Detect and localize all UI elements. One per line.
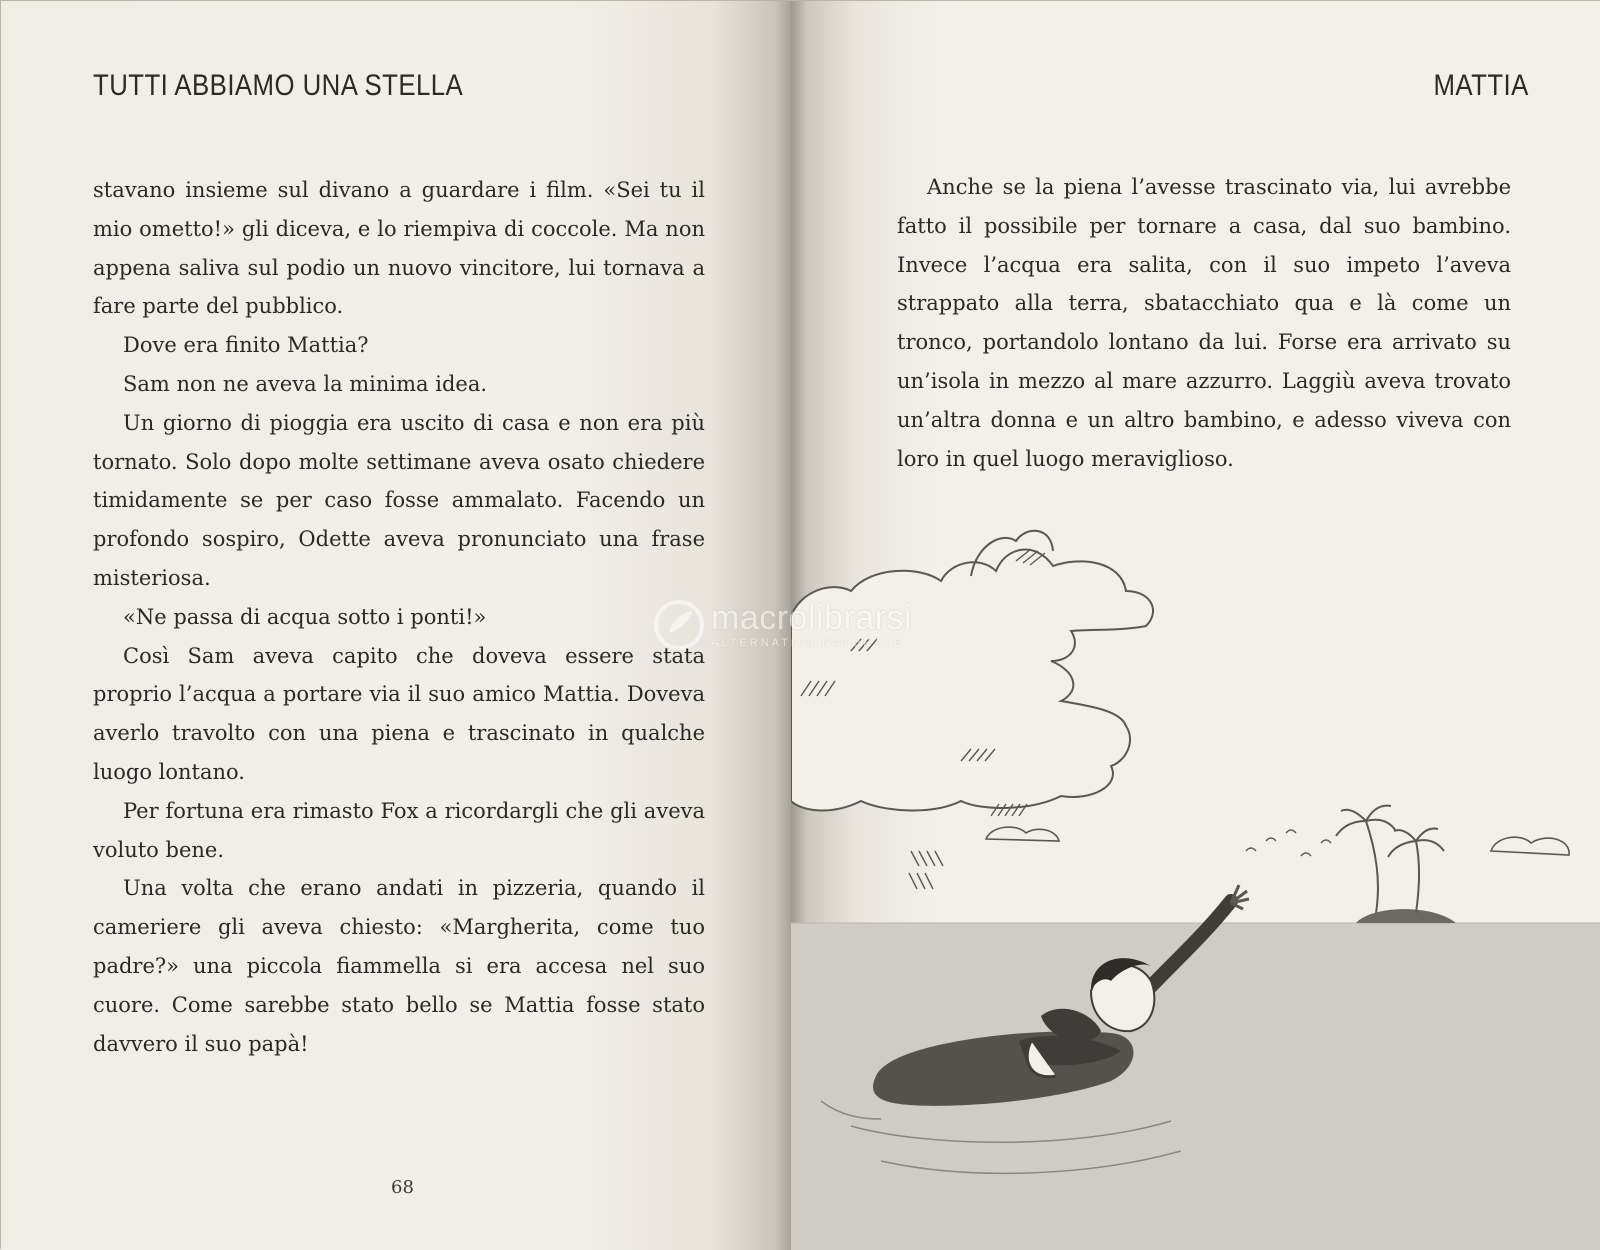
paragraph: «Ne passa di acqua sotto i ponti!» [123, 604, 487, 629]
cloud-shape [986, 827, 1059, 841]
island-shape [1356, 909, 1456, 923]
watermark [653, 599, 912, 651]
paragraph: Così Sam aveva capito che doveva essere stata proprio l’acqua a portare via il suo amico Mattia. Doveva averlo travolto con una piena e trascinato in qualche luogo lontano. [93, 643, 705, 784]
palm-tree-icon [1336, 806, 1444, 913]
paragraph: stavano insieme sul divano a guardare i film. «Sei tu il mio ometto!» gli diceva, e lo riempiva di coccole. Ma non appena saliva sul podio un nuovo vincitore, lui tornava a fare parte del pubblico. [93, 178, 705, 319]
left-page-text [93, 171, 705, 1063]
cloud-shape [1491, 837, 1569, 855]
watermark-logo-icon [653, 599, 705, 651]
birds-icon [1246, 830, 1331, 856]
paragraph: Dove era finito Mattia? [123, 333, 369, 358]
page-number: 68 [391, 1177, 414, 1198]
watermark-tagline: ALTERNATIVA NATURALE [711, 637, 905, 649]
boy-on-log-illustration [791, 521, 1600, 1250]
paragraph: Un giorno di pioggia era uscito di casa e non era più tornato. Solo dopo molte settimane aveva osato chiedere timidamente se per caso fosse ammalato. Facendo un profondo sospiro, Odette aveva pronunciato una frase misteriosa. [93, 410, 705, 590]
running-head-right: MATTIA [1433, 69, 1529, 102]
paragraph: Una volta che erano andati in pizzeria, quando il cameriere gli aveva chiesto: «Margherita, come tuo padre?» una piccola fiammella si era accesa nel suo cuore. Come sarebbe stato bello se Mattia fosse stato davvero il suo papà! [93, 876, 705, 1056]
paragraph: Per fortuna era rimasto Fox a ricordargli che gli aveva voluto bene. [93, 798, 705, 862]
watermark-name: macrolibrarsi [711, 599, 913, 637]
right-page-text [897, 168, 1511, 478]
paragraph: Anche se la piena l’avesse trascinato via, lui avrebbe fatto il possibile per tornare a casa, dal suo bambino. Invece l’acqua era salita, con il suo impeto l’aveva strappato alla terra, sbatacchiato qua e là come un tronco, portandolo lontano da lui. Forse era arrivato su un’isola in mezzo al mare azzurro. Laggiù aveva trovato un’altra donna e un altro bambino, e adesso viveva con loro in quel luogo meraviglioso. [897, 175, 1511, 471]
running-head-left: TUTTI ABBIAMO UNA STELLA [93, 69, 464, 102]
cloud-shape [791, 531, 1153, 811]
paragraph: Sam non ne aveva la minima idea. [123, 371, 488, 396]
